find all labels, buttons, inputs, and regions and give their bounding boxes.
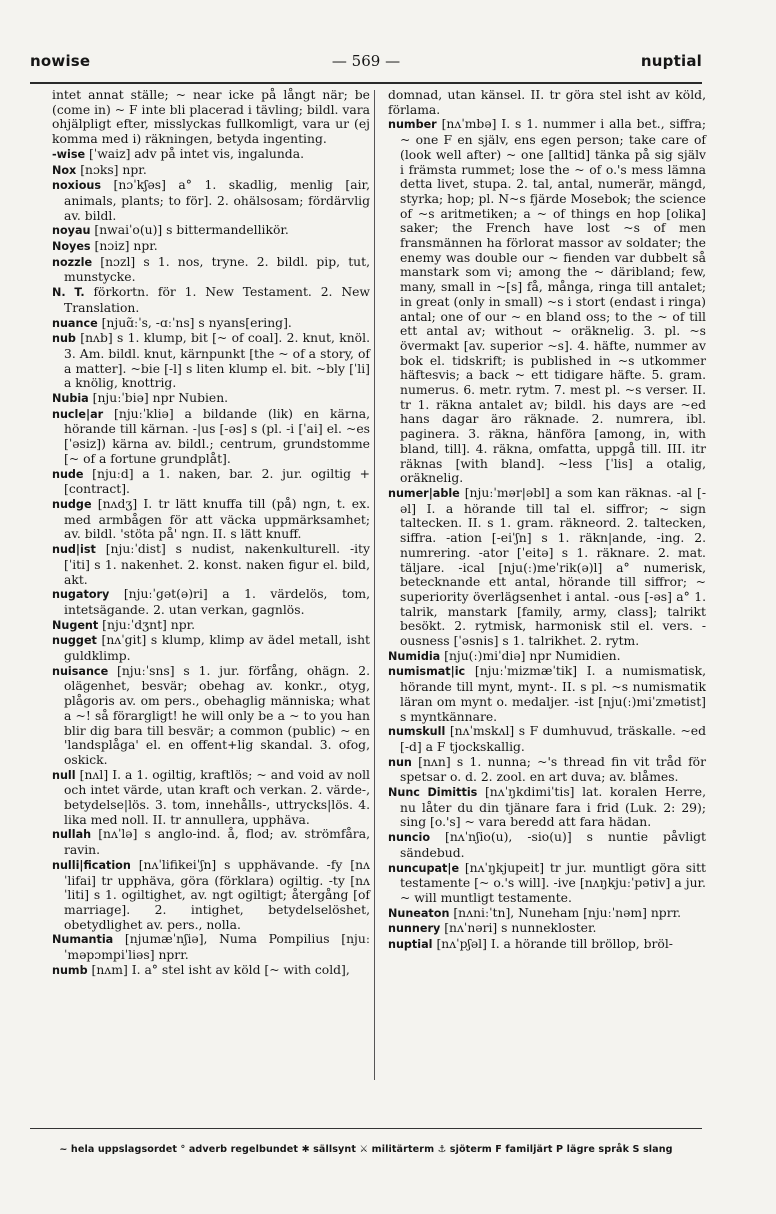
entry-definition: [nʌˈpʃəl] I. a hörande till bröllop, bröl- (432, 937, 673, 952)
entry-headword: Nunc Dimittis (388, 786, 478, 800)
dictionary-entry (52, 467, 370, 497)
entry-definition: [nʌˈnʃio(u), -sio(u)] s nuntie påvligt sändebud. (400, 830, 706, 860)
dictionary-entry (52, 633, 370, 663)
right-column (388, 88, 706, 953)
dictionary-entry (52, 391, 370, 407)
dictionary-entry (388, 117, 706, 486)
entry-headword: numer|able (388, 486, 460, 500)
entry-definition: [njuːd] a 1. naken, bar. 2. jur. ogiltig + [contract]. (64, 466, 370, 497)
guide-word-left: nowise (30, 52, 91, 70)
entry-headword: numismat|ic (388, 665, 466, 679)
entry-headword: nude (52, 467, 84, 481)
dictionary-entry (52, 768, 370, 828)
entry-definition: [nju(ː)miˈdiə] npr Numidien. (440, 648, 621, 663)
dictionary-entry (52, 664, 370, 768)
entry-definition: [nʌl] I. a 1. ogiltig, kraftlös; ~ and void av noll och intet värde, utan kraft och verkan. 2. värde-, betydelse|lös. 3. tom, innehålls-, uttrycks|lös. 4. lika med noll. II. tr annullera, upphäva. (64, 767, 370, 827)
entry-definition: [njuɑ̃ːˈs, -ɑːˈns] s nyans[ering]. (97, 315, 292, 330)
dictionary-entry (52, 147, 370, 163)
dictionary-entry (388, 861, 706, 906)
entry-definition: [nɔˈkʃəs] a° 1. skadlig, menlig [air, animals, plants; to för]. 2. ohälsosam; fördärvlig av. bildl. (64, 178, 370, 223)
entry-headword: Numantia (52, 933, 114, 947)
entry-headword: nullah (52, 828, 92, 842)
dictionary-entry (52, 827, 370, 857)
dictionary-entry (388, 755, 706, 785)
entry-definition: [nʌniːˈtn], Nuneham [njuːˈnəm] nprr. (449, 905, 682, 920)
entry-headword: nun (388, 755, 412, 769)
entry-headword: nozzle (52, 255, 93, 269)
entry-definition: [njuːˈkliə] a bildande (lik) en kärna, hörande till kärnan. -|us [-əs] s (pl. -i [ˈai] el. ~es [ˈəsiz]) kärna av. bildl.; centrum, grundstomme [~ of a fortune grundplåt]. (64, 406, 370, 466)
entry-definition: [njuːˈbiə] npr Nubien. (88, 391, 229, 406)
entry-definition: förkortn. för 1. New Testament. 2. New Translation. (64, 285, 370, 315)
dictionary-entry (52, 88, 370, 147)
dictionary-entry (388, 937, 706, 953)
dictionary-entry (52, 858, 370, 933)
page-number: — 569 — (331, 52, 401, 70)
entry-definition: [nʌˈnəri] s nunnekloster. (440, 921, 597, 936)
entry-definition: [nʌn] s 1. nunna; ~'s thread fin vit tråd för spetsar o. d. 2. zool. en art duva; av. blåmes. (400, 754, 706, 785)
abbreviation-legend: ~ hela uppslagsordet ° adverb regelbundet ✱ sällsynt ⚔ militärterm ⚓ sjöterm F familjärt P lägre språk S slang (59, 1144, 673, 1155)
entry-headword: nud|ist (52, 543, 96, 557)
entry-headword: Nugent (52, 618, 99, 632)
entry-definition: [nʌˈlifikeiˈʃn] s upphävande. -fy [nʌˈlifai] tr upphäva, göra (förklara) ogiltig. -ty [nʌˈliti] s 1. ogiltighet, av. ngt ogiltigt; återgång [of marriage]. 2. intighet, betydelselöshet, obetydlighet av. pers., nolla. (64, 857, 370, 932)
entry-definition: [nʌˈgit] s klump, klimp av ädel metall, isht guldklimp. (64, 633, 370, 664)
entry-definition: [nʌˈmbə] I. s 1. nummer i alla bet., siffra; ~ one F en själv, ens egen person; take care of (look well after) ~ one [alltid] tänka på sig själv i främsta rummet; lose the ~ of o.'s mess lämna detta livet, stupa. 2. tal, antal, numerär, mängd, styrka; hop; pl. N~s fjärde Mosebok; the science of ~s aritmetiken; a ~ of things en hop [olika] saker; the French have lost ~s of men fransmännen ha förlorat massor av soldater; the enemy was double our ~ fienden var dubbelt så manstark som vi; among the ~ däribland; few, many, small in ~[s] få, många, ringa till antalet; in great (only in small) ~s i stort (endast i ringa) antal; one of our ~ en bland oss; to the ~ of till ett antal av; without ~ oräknelig. 3. pl. ~s övermakt [av. superior ~s]. 4. häfte, nummer av bok el. tidskrift; is published in ~s utkommer häftesvis; a back ~ ett tidigare häfte. 5. gram. numerus. 6. metr. rytm. 7. mest pl. ~s verser. II. tr 1. räkna antalet av; bildl. his days are ~ed hans dagar äro räknade. 2. numrera, ibl. paginera. 3. räkna, hänföra [among, in, with bland, till]. 4. räkna, omfatta, uppgå till. III. itr räknas [with bland]. ~less [ˈlis] a otalig, oräknelig. (400, 117, 706, 486)
left-column (52, 88, 370, 978)
entry-headword: nucle|ar (52, 407, 104, 421)
entry-definition: [njumæˈnʃiə], Numa Pompilius [njuːˈməpɔmpiˈliəs] nprr. (64, 932, 370, 963)
entry-headword: nulli|fication (52, 858, 131, 872)
entry-definition: domnad, utan känsel. II. tr göra stel isht av köld, förlama. (388, 88, 706, 117)
entry-definition: [nɔiz] npr. (90, 239, 158, 254)
entry-headword: Nubia (52, 392, 89, 406)
entry-headword: numb (52, 963, 88, 977)
entry-headword: nuptial (388, 938, 433, 952)
entry-definition: [nɔks] npr. (76, 162, 147, 177)
entry-headword: noxious (52, 179, 102, 193)
entry-definition: [nʌm] I. a° stel isht av köld [~ with cold], (87, 962, 350, 977)
dictionary-entry (388, 724, 706, 754)
dictionary-entry (52, 618, 370, 634)
entry-definition: [njuːˈgət(ə)ri] a 1. värdelös, tom, intetsägande. 2. utan verkan, gagnlös. (64, 587, 370, 617)
dictionary-entry (388, 486, 706, 649)
entry-headword: numskull (388, 725, 446, 739)
entry-headword: nugget (52, 634, 97, 648)
dictionary-entry (52, 178, 370, 223)
entry-definition: [nʌdʒ] I. tr lätt knuffa till (på) ngn, t. ex. med armbågen för att väcka uppmärksamhet; av. bildl. 'stöta på' ngn. II. s lätt knuff. (64, 496, 370, 542)
dictionary-entry (388, 664, 706, 724)
dictionary-entry (388, 830, 706, 860)
dictionary-entry (388, 88, 706, 117)
dictionary-entry (52, 932, 370, 962)
entry-definition: [nɔzl] s 1. nos, tryne. 2. bildl. pip, tut, munstycke. (64, 254, 370, 285)
entry-headword: number (388, 118, 437, 132)
dictionary-entry (52, 163, 370, 179)
dictionary-entry (52, 587, 370, 617)
dictionary-entry (52, 542, 370, 587)
dictionary-entry (52, 963, 370, 979)
entry-definition: [nʌb] s 1. klump, bit [~ of coal]. 2. knut, knöl. 3. Am. bildl. knut, kärnpunkt [the ~ of a story, of a matter]. ~bie [-l] s liten klump el. bit. ~bly [ˈli] a knölig, knottrig. (64, 331, 370, 391)
dictionary-entry (52, 331, 370, 391)
dictionary-entry (52, 316, 370, 332)
dictionary-entry (52, 497, 370, 542)
entry-headword: null (52, 768, 76, 782)
entry-headword: nuncio (388, 831, 431, 845)
entry-headword: nuncupat|e (388, 861, 460, 875)
entry-headword: Noyes (52, 240, 91, 254)
entry-headword: -wise (52, 147, 86, 161)
guide-word-right: nuptial (640, 52, 702, 70)
entry-headword: nunnery (388, 922, 441, 936)
entry-definition: intet annat ställe; ~ near icke på långt när; be (come in) ~ F inte bli placerad i tävling; bildl. vara ohjälpligt efter, misslyckas fullkomligt, vara ur (ej komma med i) räkningen, betyda ingenting. (52, 88, 370, 147)
header-rule (30, 82, 702, 84)
entry-definition: [njuːˈmər|əbl] a som kan räknas. -al [-əl] I. a hörande till tal el. siffror; ~ sign taltecken. II. s 1. gram. räkneord. 2. taltecken, siffra. -ation [-eiˈʃn] s 1. räkn|ande, -ing. 2. numrering. -ator [ˈeitə] s 1. räknare. 2. mat. täljare. -ical [nju(ː)meˈrik(ə)l] a° numerisk, betecknande ett antal, hörande till siffror; ~ superiority överlägsenhet i antal. -ous [-əs] a° 1. talrik, manstark [family, army, class]; talrikt besökt. 2. rytmisk, harmonisk stil el. vers. -ousness [ˈəsnis] s 1. talrikhet. 2. rytm. (400, 485, 706, 649)
entry-definition: [nʌˈmskʌl] s F dumhuvud, träskalle. ~ed [-d] a F tjockskallig. (400, 724, 706, 754)
entry-headword: nub (52, 332, 76, 346)
footer-rule (30, 1128, 702, 1129)
dictionary-entry (52, 255, 370, 285)
entry-definition: [ˈwaiz] adv på intet vis, ingalunda. (85, 146, 304, 161)
entry-headword: nuance (52, 316, 98, 330)
dictionary-entry (388, 921, 706, 937)
entry-headword: Numidia (388, 649, 441, 663)
entry-headword: noyau (52, 224, 91, 238)
entry-definition: [nʌˈlə] s anglo-ind. å, flod; av. strömfåra, ravin. (64, 827, 370, 858)
entry-definition: [nʌˈŋkdimiˈtis] lat. koralen Herre, nu låter du din tjänare fara i frid (Luk. 2: 29); sing [o.'s] ~ vara beredd att fara hädan. (400, 785, 706, 830)
dictionary-entry (388, 906, 706, 922)
entry-headword: nuisance (52, 664, 109, 678)
entry-definition: [njuːˈmizmæˈtik] I. a numismatisk, hörande till mynt, mynt-. II. s pl. ~s numismatik läran om mynt o. medaljer. -ist [nju(ː)miˈzmətist] s myntkännare. (400, 664, 706, 724)
entry-headword: nudge (52, 497, 92, 511)
dictionary-entry (388, 649, 706, 665)
entry-headword: nugatory (52, 588, 110, 602)
dictionary-entry (52, 285, 370, 315)
entry-definition: [njuːˈdist] s nudist, nakenkulturell. -ity [ˈiti] s 1. nakenhet. 2. konst. naken figur el. bild, akt. (64, 542, 370, 587)
page-header (30, 44, 702, 82)
dictionary-entry (52, 239, 370, 255)
dictionary-entry (52, 407, 370, 467)
entry-definition: [nʌˈŋkjupeit] tr jur. muntligt göra sitt testamente [~ o.'s will]. -ive [nʌŋkjuːˈpətiv] a jur. ~ will muntligt testamente. (400, 860, 706, 905)
entry-definition: [njuːˈsns] s 1. jur. förfång, ohägn. 2. olägenhet, besvär; obehag av. konkr., otyg, plågoris av. om pers., obehaglig människa; what a ~! så förargligt! he will only be a ~ to you han blir dig bara till besvär; a common (public) ~ en 'landsplåga' el. en offent+lig skandal. 3. ofog, oskick. (64, 663, 370, 767)
entry-headword: Nuneaton (388, 906, 450, 920)
entry-definition: [nwaiˈo(u)] s bittermandellikör. (90, 223, 289, 238)
dictionary-entry (388, 785, 706, 830)
entry-definition: [njuːˈdʒnt] npr. (98, 617, 196, 632)
entry-headword: Nox (52, 163, 77, 177)
entry-headword: N. T. (52, 286, 85, 300)
column-divider (374, 90, 375, 1080)
dictionary-entry (52, 223, 370, 239)
